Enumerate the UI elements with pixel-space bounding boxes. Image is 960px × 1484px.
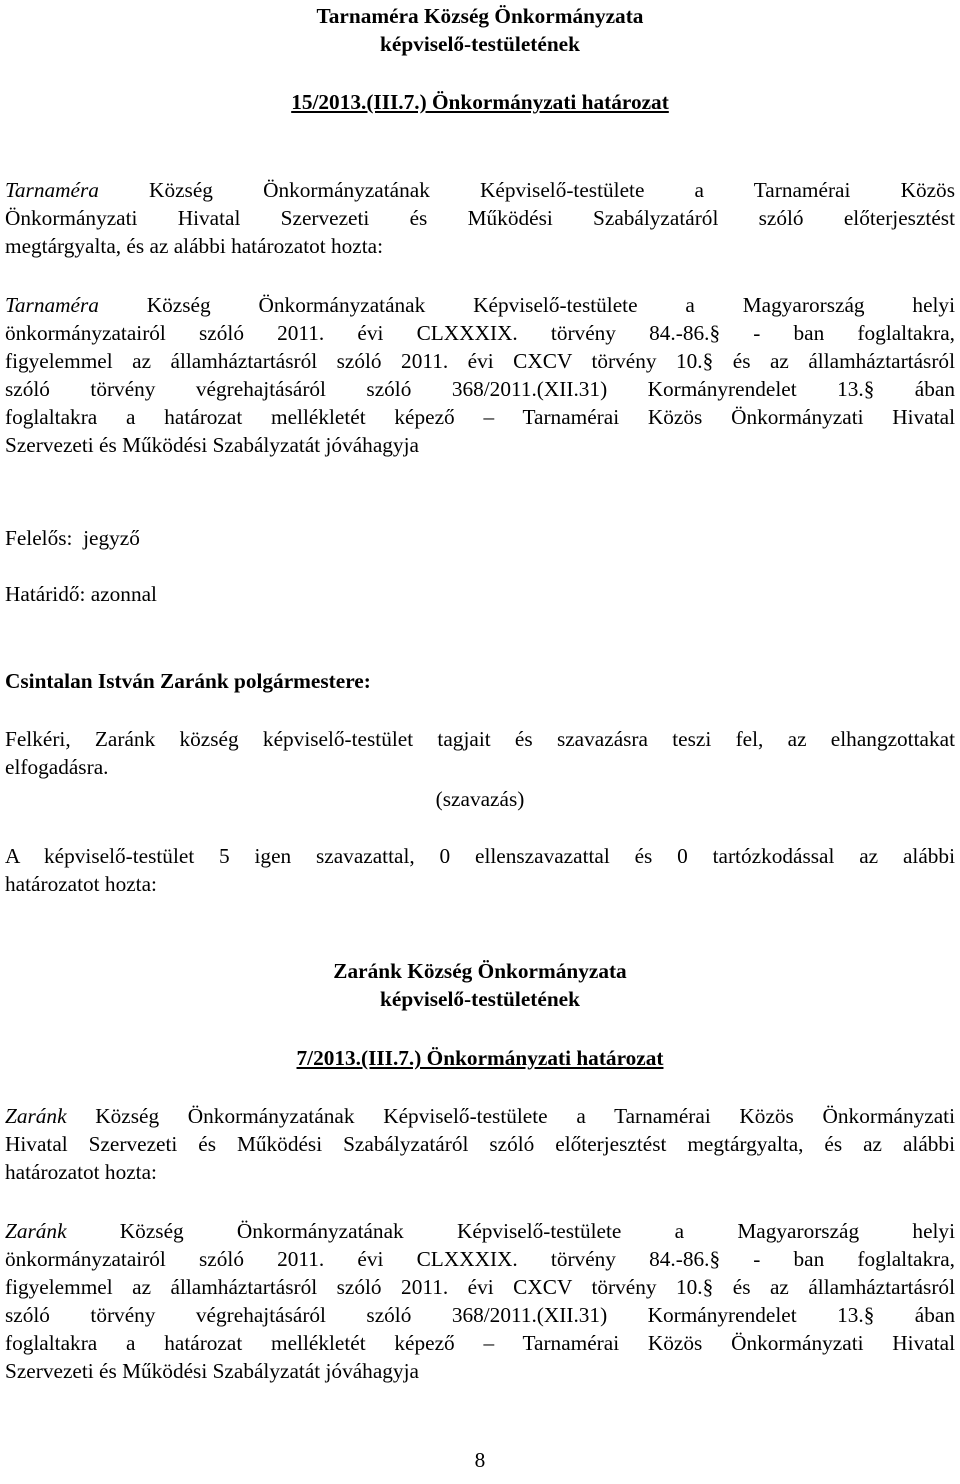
council-subtitle: képviselő-testületének	[380, 987, 580, 1011]
village-name: Tarnaméra	[5, 178, 99, 202]
speaker-heading: Csintalan István Zaránk polgármestere:	[5, 669, 371, 693]
body-text: Község Önkormányzatának Képviselő-testülete a Magyarország helyi	[98, 293, 955, 317]
council-title: Zaránk Község Önkormányzata	[333, 959, 627, 983]
intro-line	[5, 1102, 955, 1130]
request-line: Felkéri, Zaránk község képviselő-testület tagjait és szavazásra teszi fel, az elhangzottakat	[5, 727, 955, 751]
body-line: figyelemmel az államháztartásról szóló 2011. évi CXCV törvény 10.§ és az államháztartásról	[5, 1275, 955, 1299]
body-line: Szervezeti és Működési Szabályzatát jóváhagyja	[5, 1359, 419, 1383]
request-line: elfogadásra.	[5, 755, 109, 779]
page-number: 8	[474, 1448, 486, 1472]
body-line: önkormányzatairól szóló 2011. évi CLXXXIX. törvény 84.-86.§ - ban foglaltakra,	[5, 321, 955, 345]
village-name: Zaránk	[5, 1219, 67, 1243]
body-line: figyelemmel az államháztartásról szóló 2011. évi CXCV törvény 10.§ és az államháztartásról	[5, 349, 955, 373]
village-name: Zaránk	[5, 1104, 67, 1128]
body-line: foglaltakra a határozat mellékletét képező – Tarnamérai Közös Önkormányzati Hivatal	[5, 1331, 955, 1355]
intro-line: határozatot hozta:	[5, 1160, 157, 1184]
body-line: Szervezeti és Működési Szabályzatát jóváhagyja	[5, 433, 419, 457]
village-name: Tarnaméra	[5, 293, 99, 317]
intro-line	[5, 176, 955, 204]
deadline-line: Határidő: azonnal	[5, 582, 157, 606]
vote-label: (szavazás)	[435, 787, 525, 811]
body-line	[5, 291, 955, 319]
intro-line: Hivatal Szervezeti és Működési Szabályzatáról szóló előterjesztést megtárgyalta, és az alábbi	[5, 1132, 955, 1156]
resolution-number-line	[5, 1044, 955, 1072]
body-line: önkormányzatairól szóló 2011. évi CLXXXIX. törvény 84.-86.§ - ban foglaltakra,	[5, 1247, 955, 1271]
body-line	[5, 1217, 955, 1245]
body-line: szóló törvény végrehajtásáról szóló 368/2011.(XII.31) Kormányrendelet 13.§ ában	[5, 377, 955, 401]
council-title: Tarnaméra Község Önkormányzata	[316, 4, 644, 28]
vote-result-line: határozatot hozta:	[5, 872, 157, 896]
intro-text: Község Önkormányzatának Képviselő-testülete a Tarnamérai Közös Önkormányzati	[66, 1104, 955, 1128]
resolution-number: 15/2013.(III.7.) Önkormányzati határozat	[291, 90, 669, 114]
intro-line: Önkormányzati Hivatal Szervezeti és Működési Szabályzatáról szóló előterjesztést	[5, 206, 955, 230]
intro-text: Község Önkormányzatának Képviselő-testülete a Tarnamérai Közös	[98, 178, 955, 202]
council-subtitle: képviselő-testületének	[380, 32, 580, 56]
resolution-number: 7/2013.(III.7.) Önkormányzati határozat	[296, 1046, 664, 1070]
vote-result-line: A képviselő-testület 5 igen szavazattal, 0 ellenszavazattal és 0 tartózkodással az alábbi	[5, 844, 955, 868]
body-line: szóló törvény végrehajtásáról szóló 368/2011.(XII.31) Kormányrendelet 13.§ ában	[5, 1303, 955, 1327]
body-text: Község Önkormányzatának Képviselő-testülete a Magyarország helyi	[66, 1219, 955, 1243]
resolution-number-line	[5, 88, 955, 116]
responsible-line: Felelős: jegyző	[5, 526, 140, 550]
intro-line: megtárgyalta, és az alábbi határozatot hozta:	[5, 234, 384, 258]
body-line: foglaltakra a határozat mellékletét képező – Tarnamérai Közös Önkormányzati Hivatal	[5, 405, 955, 429]
